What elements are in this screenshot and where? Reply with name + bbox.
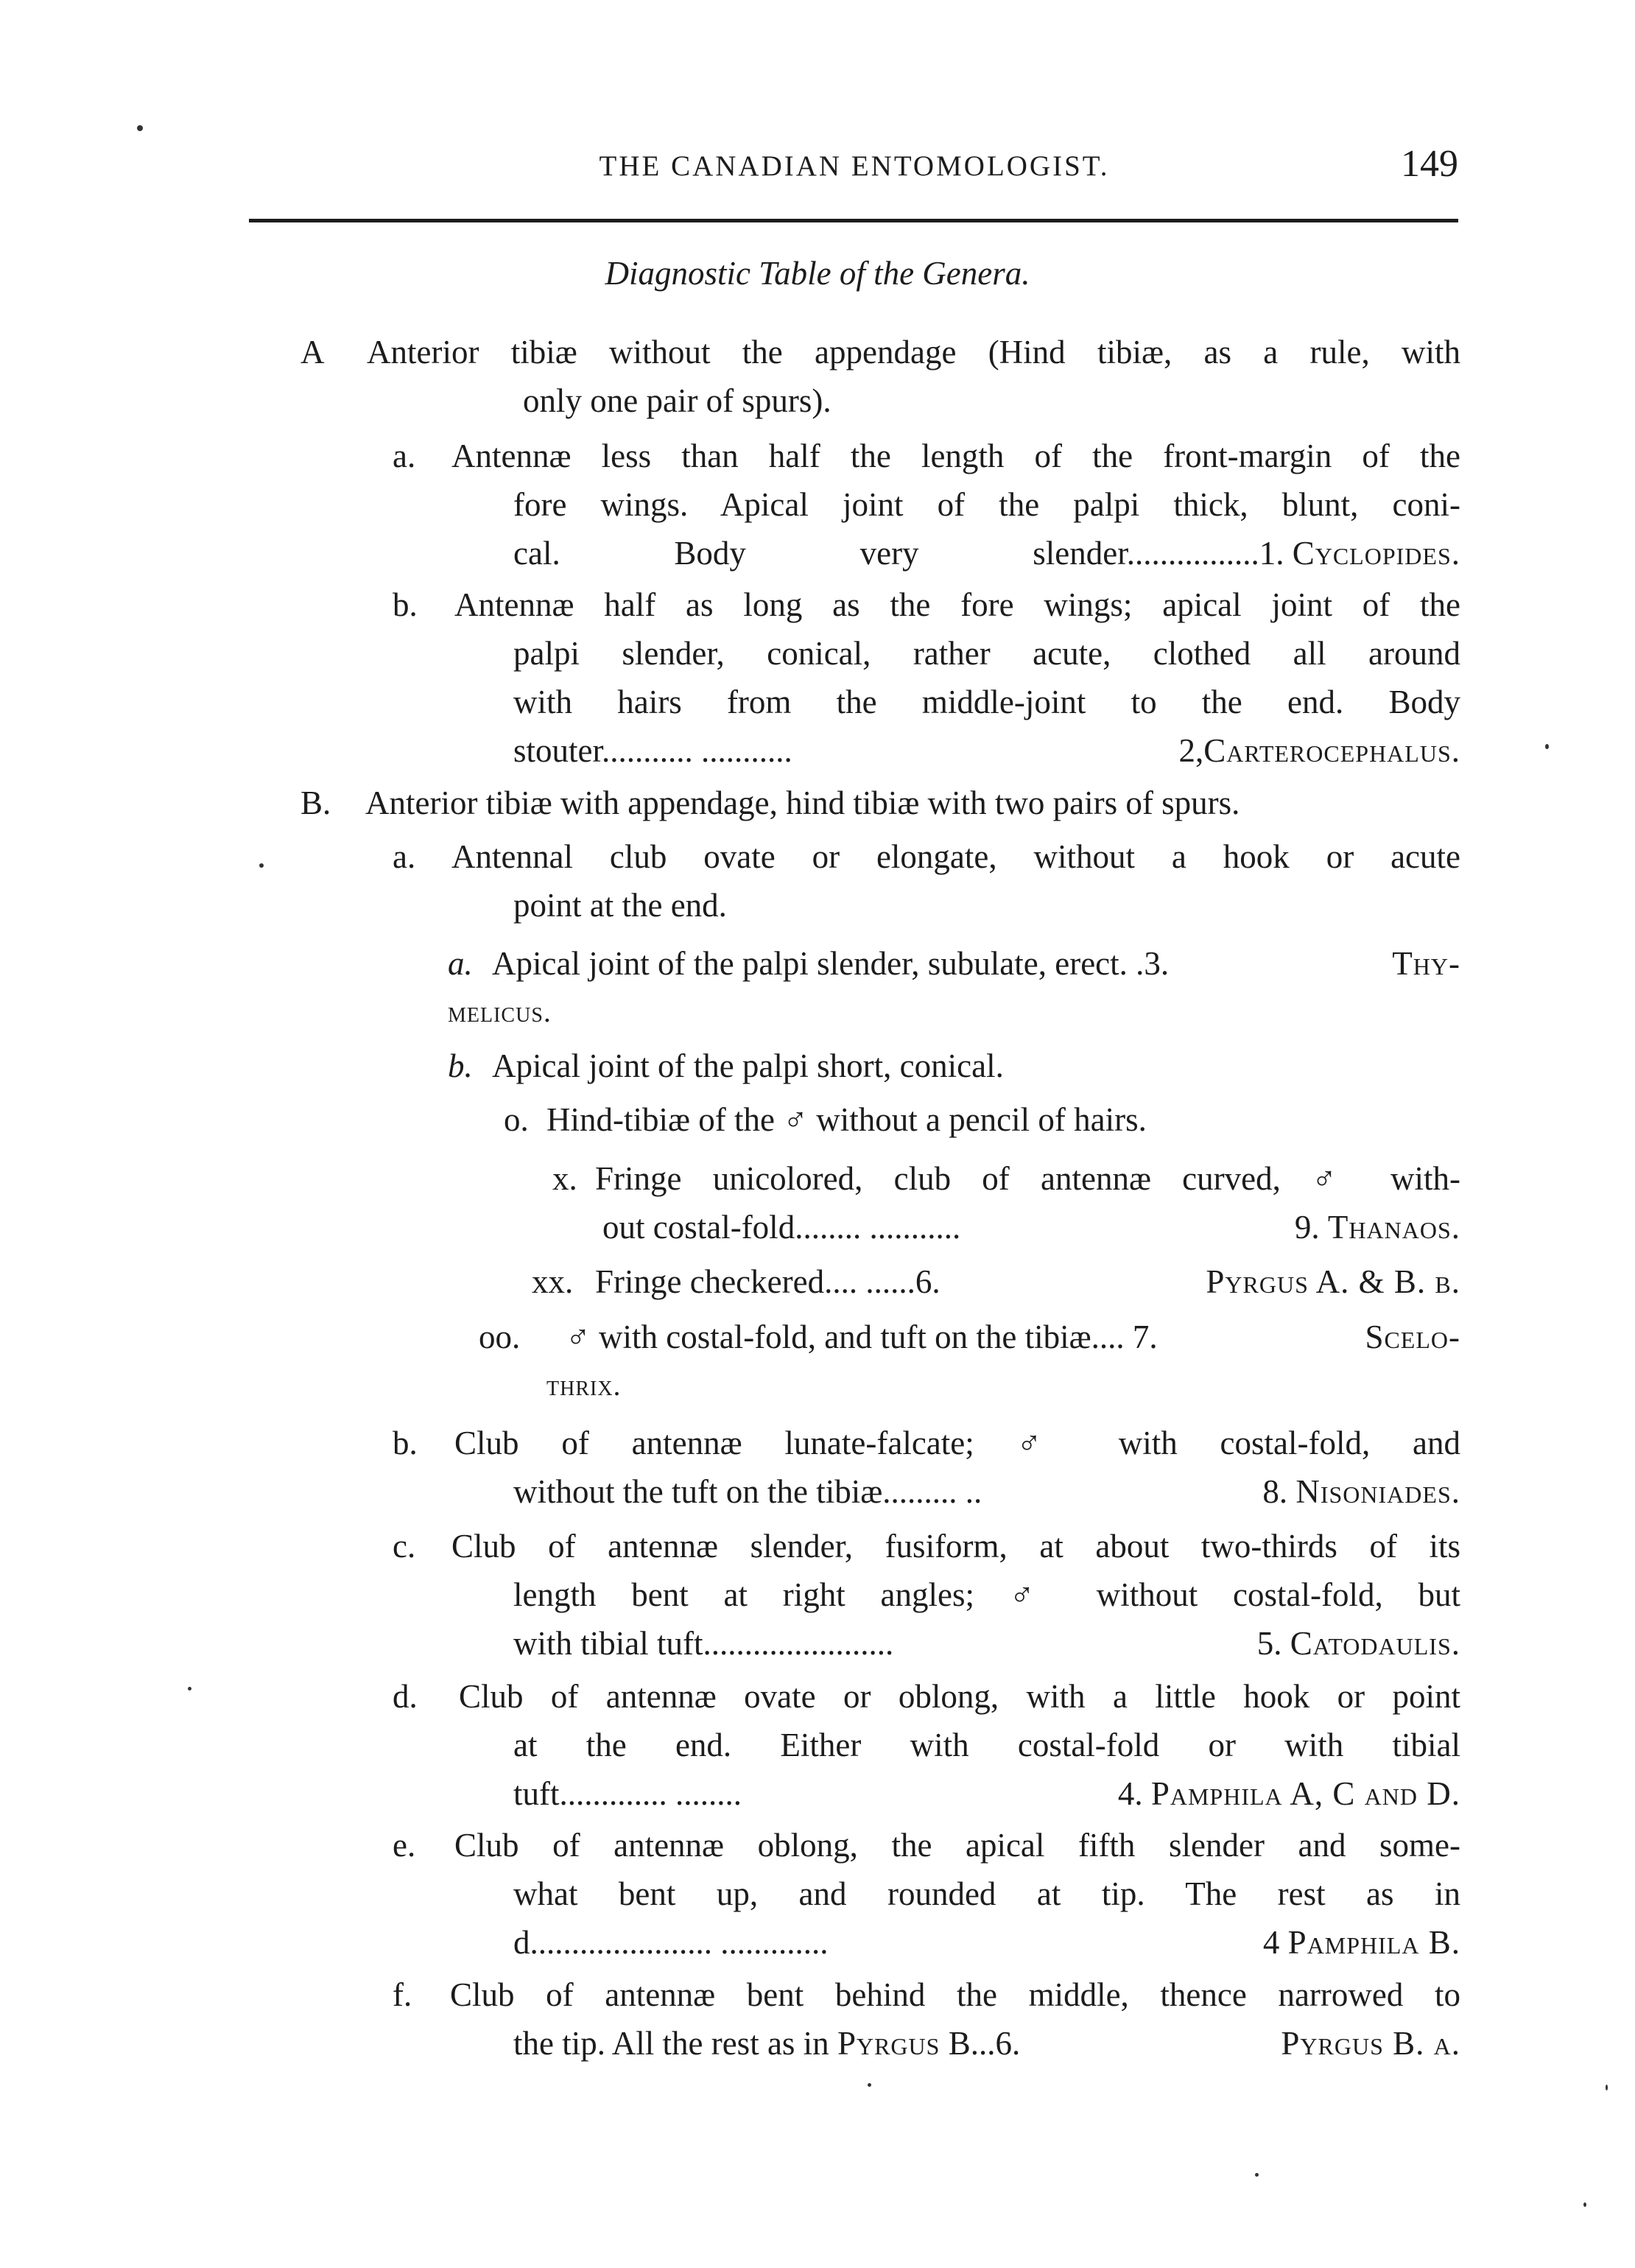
genus-ref: 4.	[1117, 1775, 1143, 1812]
entry-label: b.	[393, 1425, 418, 1461]
genus-name: Pyrgus A. & B. b.	[1206, 1263, 1460, 1300]
entry-label: b.	[393, 586, 418, 623]
table-title: Diagnostic Table of the Genera.	[605, 255, 1030, 292]
entry-label: o.	[504, 1101, 529, 1138]
genus-ref: 5.	[1256, 1625, 1282, 1662]
entry-label: x.	[552, 1160, 577, 1197]
scan-speck	[1583, 2202, 1586, 2207]
genus-ref: 1.	[1259, 535, 1284, 572]
entry-label: B.	[300, 784, 331, 821]
entry-line-with-genus	[566, 1313, 1460, 1361]
genus-ref: 4	[1262, 1924, 1280, 1961]
page-number: 149	[1401, 143, 1458, 185]
entry-line-with-genus	[513, 1918, 1460, 1967]
genus-name: Catodaulis.	[1290, 1625, 1460, 1662]
genus-name: Thanaos.	[1327, 1209, 1460, 1246]
scan-speck	[137, 125, 143, 131]
entry-label: b.	[448, 1047, 473, 1084]
entry-text: the tip. All the rest as in	[513, 2025, 829, 2062]
genus-ref: 6.	[915, 1263, 940, 1300]
entry-text: stouter........... ...........	[513, 732, 792, 769]
scan-speck	[188, 1687, 191, 1691]
scan-speck	[868, 2083, 871, 2087]
genus-name: Pamphila A, C and D.	[1150, 1775, 1460, 1812]
genus-name: Carterocephalus.	[1203, 732, 1460, 769]
entry-line-with-genus	[602, 1203, 1460, 1251]
entry-text: out costal-fold........ ...........	[602, 1209, 961, 1246]
entry-text-tail: B...	[948, 2025, 996, 2062]
entry-line: point at the end.	[513, 887, 727, 924]
entry-line: Antennæ less than half the length of the front-margin of the	[451, 438, 1460, 474]
entry-line: with hairs from the middle-joint to the end. Body	[513, 684, 1460, 720]
entry-line: Club of antennæ bent behind the middle, thence narrowed to	[450, 1976, 1460, 2013]
entry-line: Hind-tibiæ of the ♂ without a pencil of hairs.	[546, 1101, 1147, 1138]
entry-label: A	[300, 334, 325, 371]
entry-line-with-genus	[492, 939, 1460, 988]
genus-name: Thy-	[1392, 945, 1460, 982]
entry-label: d.	[393, 1678, 418, 1715]
scan-speck	[259, 863, 264, 868]
entry-label: e.	[393, 1827, 416, 1864]
genus-name-continued: melicus.	[448, 995, 552, 1028]
scan-speck	[1606, 2085, 1608, 2090]
entry-text: tuft............. ........	[513, 1775, 742, 1812]
genus-ref: 8.	[1262, 1473, 1288, 1510]
entry-line: Club of antennæ ovate or oblong, with a little hook or point	[459, 1678, 1460, 1715]
entry-label: a.	[393, 838, 416, 875]
entry-line: Club of antennæ slender, fusiform, at about two-thirds of its	[451, 1528, 1460, 1565]
entry-line: Fringe unicolored, club of antennæ curved, ♂ with-	[595, 1160, 1460, 1197]
entry-line: at the end. Either with costal-fold or with tibial	[513, 1727, 1460, 1763]
entry-line-with-genus	[513, 1467, 1460, 1516]
entry-label: oo.	[479, 1319, 521, 1355]
genus-ref: 3.	[1144, 945, 1170, 982]
entry-text: without the tuft on the tibiæ......... ..	[513, 1473, 982, 1510]
entry-line: Anterior tibiæ with appendage, hind tibiæ with two pairs of spurs.	[365, 784, 1240, 821]
entry-line: length bent at right angles; ♂ without costal-fold, but	[513, 1576, 1460, 1613]
entry-line: what bent up, and rounded at tip. The rest as in	[513, 1875, 1460, 1912]
entry-text: Apical joint of the palpi slender, subulate, erect. .	[492, 945, 1144, 982]
scan-speck	[1255, 2173, 1259, 2177]
genus-name: Scelo-	[1365, 1319, 1460, 1355]
entry-line-with-genus	[513, 726, 1460, 775]
genus-name: Cyclopides.	[1292, 535, 1460, 572]
entry-text: d...................... .............	[513, 1924, 829, 1961]
entry-line: Antennæ half as long as the fore wings; apical joint of the	[454, 586, 1460, 623]
entry-line-with-genus	[513, 529, 1460, 577]
entry-label: a.	[393, 438, 416, 474]
entry-line-with-genus	[513, 1769, 1460, 1818]
entry-text: Fringe checkered.... ......	[595, 1263, 915, 1300]
entry-text: with tibial tuft.......................	[513, 1625, 894, 1662]
genus-ref: 9.	[1294, 1209, 1320, 1246]
entry-line: Club of antennæ lunate-falcate; ♂ with costal-fold, and	[454, 1425, 1460, 1461]
entry-text: ♂ with costal-fold, and tuft on the tibiæ....	[566, 1319, 1125, 1355]
entry-label: a.	[448, 945, 473, 982]
scan-speck	[1545, 744, 1549, 749]
genus-ref: 2,	[1178, 732, 1204, 769]
entry-text: cal. Body very slender................	[513, 535, 1259, 572]
genus-ref: 7.	[1132, 1319, 1158, 1355]
genus-name-inline: Pyrgus	[837, 2025, 940, 2062]
entry-label: f.	[393, 1976, 412, 2013]
entry-line: fore wings. Apical joint of the palpi thick, blunt, coni-	[513, 486, 1460, 523]
genus-name: Nisoniades.	[1295, 1473, 1460, 1510]
entry-line: Apical joint of the palpi short, conical.	[492, 1047, 1004, 1084]
entry-line: Antennal club ovate or elongate, without a hook or acute	[451, 838, 1460, 875]
entry-label: xx.	[532, 1263, 574, 1300]
genus-name-continued: thrix.	[546, 1369, 622, 1402]
entry-line-with-genus	[595, 1257, 1460, 1306]
entry-label: c.	[393, 1528, 416, 1565]
journal-title: THE CANADIAN ENTOMOLOGIST.	[599, 150, 1110, 182]
entry-line: Club of antennæ oblong, the apical fifth slender and some-	[454, 1827, 1460, 1864]
genus-name: Pyrgus B. a.	[1281, 2025, 1460, 2062]
entry-line: palpi slender, conical, rather acute, clothed all around	[513, 635, 1460, 672]
entry-line-with-genus	[513, 2019, 1460, 2068]
entry-line: Anterior tibiæ without the appendage (Hind tibiæ, as a rule, with	[367, 334, 1460, 371]
entry-line-with-genus	[513, 1619, 1460, 1668]
genus-name: Pamphila B.	[1287, 1924, 1460, 1961]
genus-ref: 6.	[995, 2025, 1021, 2062]
entry-line: only one pair of spurs).	[523, 382, 831, 419]
